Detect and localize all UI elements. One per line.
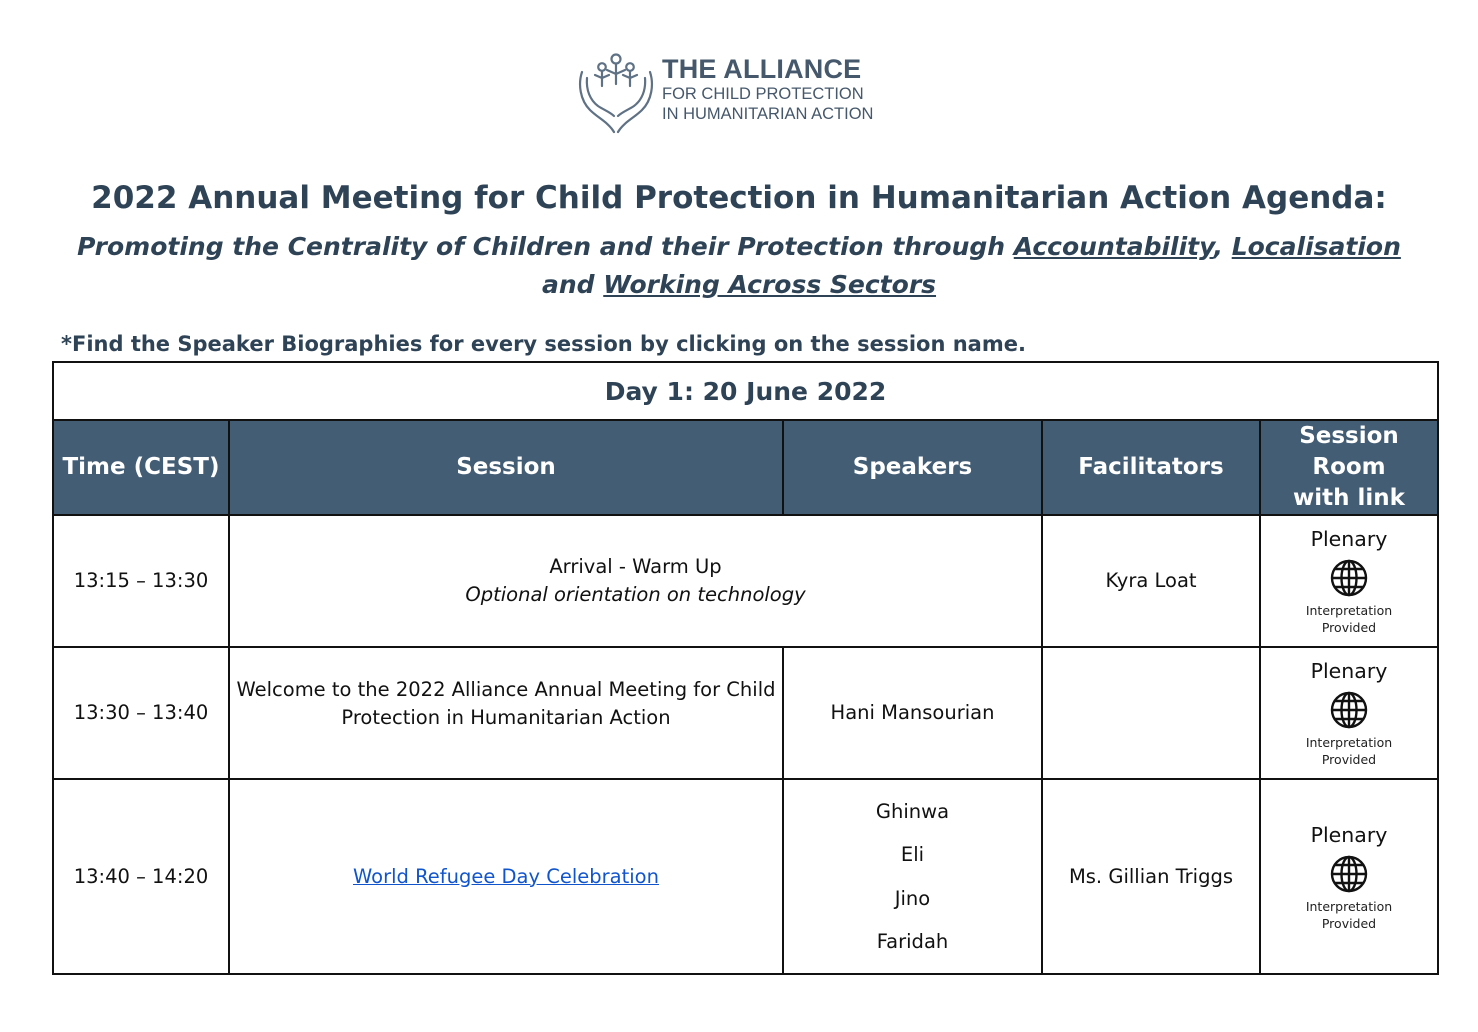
- row-facilitator: Kyra Loat: [1042, 515, 1260, 647]
- logo-line-2: FOR CHILD PROTECTION: [662, 85, 864, 103]
- subtitle-line-1: [0, 228, 1478, 266]
- interpretation-line-2: Provided: [1321, 752, 1377, 767]
- subtitle-line-2: [0, 266, 1478, 304]
- header-session-room: [1260, 420, 1438, 515]
- session-title-line-1: Welcome to the 2022 Alliance Annual Meeting for Child: [236, 678, 776, 701]
- table-row: [53, 647, 1438, 779]
- row-time: 13:15 – 13:30: [53, 515, 229, 647]
- hands-children-icon: [574, 50, 658, 136]
- row-session: [229, 647, 783, 779]
- world-refugee-day-link[interactable]: World Refugee Day Celebration: [353, 864, 659, 888]
- speaker-name: Jino: [894, 886, 931, 910]
- speaker-name: Ghinwa: [875, 799, 950, 823]
- interpretation-line-2: Provided: [1321, 915, 1377, 931]
- interpretation-line-2: Provided: [1321, 620, 1377, 635]
- row-session: [229, 779, 783, 974]
- session-title: Arrival - Warm Up: [549, 555, 722, 578]
- header-facilitators: Facilitators: [1042, 420, 1260, 515]
- row-speakers: [783, 779, 1042, 974]
- room-name: Plenary: [1310, 822, 1388, 847]
- working-across-sectors-link[interactable]: Working Across Sectors: [603, 270, 937, 299]
- logo-text: [662, 54, 873, 124]
- row-room: [1260, 779, 1438, 974]
- table-row: [53, 779, 1438, 974]
- page-title: 2022 Annual Meeting for Child Protection in Humanitarian Action Agenda:: [91, 180, 1387, 216]
- header-speakers: Speakers: [783, 420, 1042, 515]
- header-time: Time (CEST): [53, 420, 229, 515]
- room-name: Plenary: [1310, 527, 1388, 551]
- row-facilitator: Ms. Gillian Triggs: [1042, 779, 1260, 974]
- row-facilitator: [1042, 647, 1260, 779]
- globe-icon[interactable]: [1329, 690, 1369, 730]
- header-session: Session: [229, 420, 783, 515]
- session-subtitle: Optional orientation on technology: [465, 583, 806, 606]
- localisation-link[interactable]: Localisation: [1231, 232, 1401, 261]
- interpretation-line-1: Interpretation: [1305, 735, 1393, 750]
- speaker-bio-note: *Find the Speaker Biographies for every session by clicking on the session name.: [61, 332, 1026, 356]
- row-room: [1260, 515, 1438, 647]
- alliance-logo: [574, 50, 884, 136]
- subtitle-separator: ,: [1213, 232, 1232, 261]
- header-room-line-2: with link: [1293, 485, 1405, 511]
- interpretation-line-1: Interpretation: [1305, 603, 1393, 618]
- table-header-row: [53, 420, 1438, 515]
- table-row: [53, 515, 1438, 647]
- globe-icon[interactable]: [1329, 854, 1369, 894]
- page-subtitle: [0, 228, 1478, 304]
- session-title-line-2: Protection in Humanitarian Action: [341, 706, 671, 729]
- logo-main-text: THE ALLIANCE: [662, 54, 862, 84]
- header-room-line-1: Session Room: [1299, 423, 1399, 480]
- globe-icon[interactable]: [1329, 558, 1369, 598]
- interpretation-line-1: Interpretation: [1305, 898, 1393, 914]
- speaker-name: Faridah: [876, 930, 949, 953]
- row-time: 13:40 – 14:20: [53, 779, 229, 974]
- row-time: 13:30 – 13:40: [53, 647, 229, 779]
- speaker-name: Eli: [900, 843, 925, 866]
- logo-line-3: IN HUMANITARIAN ACTION: [662, 105, 874, 123]
- room-name: Plenary: [1310, 659, 1388, 683]
- agenda-table: [52, 361, 1439, 975]
- accountability-link[interactable]: Accountability: [1013, 232, 1214, 261]
- row-room: [1260, 647, 1438, 779]
- row-session: [229, 515, 1042, 647]
- day-heading: Day 1: 20 June 2022: [53, 362, 1438, 420]
- subtitle-text-1: Promoting the Centrality of Children and their Protection through: [77, 232, 1014, 261]
- subtitle-text-2: and: [541, 270, 604, 299]
- row-speakers: Hani Mansourian: [783, 647, 1042, 779]
